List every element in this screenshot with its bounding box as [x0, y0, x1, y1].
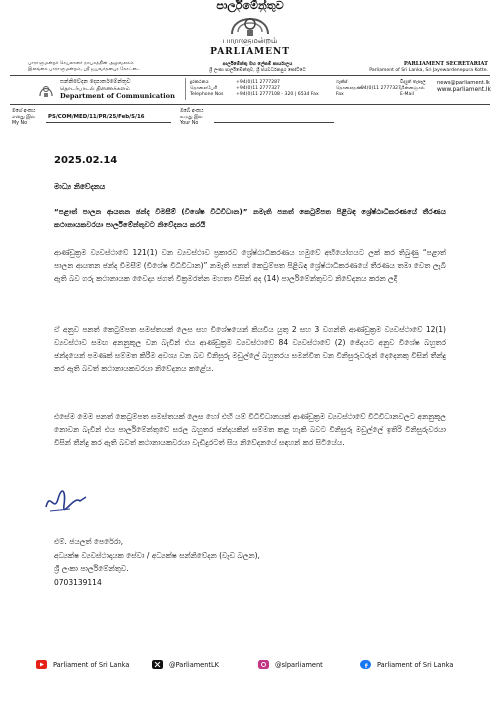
secretariat-si-line1: පාර්ලිමේන්තු මහ ලේකම් කාර්යාලය [222, 62, 293, 67]
signatory-block [54, 535, 444, 589]
paragraph-2: ඒ අනුව පනත් කෙටුම්පත සමස්තයක් ලෙස සහ විශේෂයෙන් කියවිය යුතු 2 සහ 3 වගන්ති ආණ්ඩුක්‍රම ව්‍යවස්ථාවේ 12(1) ව්‍යවස්ථාව සමඟ අනනුකූල වන බැවින් එය ආණ්ඩුක්‍රම ව්‍යවස්ථාවේ 84 ව්‍යවස්ථාවේ (2) ඡේදයට අනුව විශේෂ බහුතර ඡන්දයෙන් පමණක් සම්මත කිරීම අවශ්‍ය වන බව විනිසුරු මඩුල්ලේ බහුතරය සමන්විත වන විනිසුරුවරුන් දෙදෙනකු විසින් තීන්දු කර ඇති බවත් කථානායකවරයා නිවේදනය කළේය. [54, 325, 446, 373]
phone-label-si: දුරකථනය [190, 80, 209, 85]
youtube-icon [36, 660, 47, 669]
phone-labels [190, 80, 223, 98]
secretariat-tamil [28, 61, 198, 72]
phone-numbers [236, 80, 319, 98]
title-tamil: பாராளுமன்றம் [222, 36, 278, 45]
twitter-label: @ParliamentLK [169, 660, 219, 669]
footer-twitter[interactable] [152, 660, 219, 669]
phone-label-ta: தொலைபேசி [190, 86, 218, 91]
my-no-underline [46, 122, 171, 123]
email-label-ta: மின்னஞ்சல் [400, 86, 425, 91]
email-web [437, 80, 491, 94]
footer-facebook[interactable] [360, 660, 453, 669]
secretariat-en-line1: PARLIAMENT SECRETARIAT [403, 61, 488, 67]
phone-label-en: Telephone Nos [190, 92, 224, 97]
facebook-label: Parliament of Sri Lanka [377, 660, 454, 669]
signature-icon [40, 485, 90, 517]
phone-1: +94(0)11 2777287 [236, 80, 280, 85]
email-label-si: විද්‍යුත් තැපෑල [400, 80, 426, 85]
email-label-en: E-Mail [400, 92, 414, 97]
secretariat-si-line2: ශ්‍රී ලංකා පාර්ලිමේන්තුව, ශ්‍රී ජයවර්ධනපුර කෝට්ටෙ [209, 67, 306, 73]
your-no-label [180, 109, 203, 126]
website-link[interactable]: www.parliament.lk [437, 87, 491, 93]
email-address[interactable]: news@parliament.lk [437, 80, 490, 86]
phone-3: +94(0)11 2777108 - 320 | 6534 Fax [236, 92, 319, 97]
my-no-value: PS/COM/MED/11/PR/25/Feb/S/16 [48, 114, 145, 120]
department-logo-icon [38, 80, 54, 98]
your-no-underline [214, 122, 334, 123]
contact-divider [10, 104, 490, 105]
facebook-icon [360, 660, 371, 669]
your-no-label-ta: உமது இல [180, 114, 203, 120]
your-no-label-en: Your No [180, 120, 199, 126]
phone-2: +94(0)11 2777327 [236, 86, 280, 91]
letter-subject: “පළාත් පාලන ආයතන ඡන්ද විමසීම් (විශේෂ විධිවිධාන)” නමැති පනත් කෙටුම්පත පිළිබඳ ශ්‍රේෂ්ඨාධිකරණයේ තීරණය කථානායකවරයා පාර්ලිමේන්තුවට නිවේදනය කරයි [54, 207, 446, 229]
signatory-org: ශ්‍රී ලංකා පාර්ලිමේන්තුව. [54, 564, 129, 573]
header-divider [10, 75, 490, 76]
footer-youtube[interactable] [36, 660, 129, 669]
x-twitter-icon [152, 660, 163, 669]
secretariat-en-line2: Parliament of Sri Lanka, Sri Jayewardenepura Kotte. [369, 67, 488, 73]
fax-label-ta: தொலைநகல் [336, 86, 363, 91]
secretariat-sinhala [200, 62, 315, 73]
department-name [60, 79, 180, 100]
release-label: මාධ්‍ය නිවේදනය [54, 182, 106, 191]
fax-number: +94(0)11 2777327 [357, 86, 401, 91]
paragraph-1: ආණ්ඩුක්‍රම ව්‍යවස්ථාවේ 121(1) වන ව්‍යවස්ථාව ප්‍රකාරව ශ්‍රේෂ්ඨාධිකරණය හමුවේ අභියෝගයට ලක් කර තිබුණු “පළාත් පාලන ආයතන ඡන්ද විමසීම් (විශේෂ විධිවිධාන)” නමැති පනත් කෙටුම්පත පිළිබඳ ශ්‍රේෂ්ඨාධිකරණයේ තීරණය තමා වෙත ලැබී ඇති බව ගරු කථානායක වෛද්‍ය ජගත් වික්‍රමරත්න මහතා විසින් අද (14) පාර්ලිමේන්තුවට නිවේදනය කරන ලදී [54, 248, 446, 283]
signatory-phone: 0703139114 [54, 577, 102, 587]
secretariat-english [318, 62, 488, 73]
paragraph-3: එසේම මෙම පනත් කෙටුම්පත සමස්තයක් ලෙස හෝ එහි යම් විධිවිධානයක් ආණ්ඩුක්‍රම ව්‍යවස්ථාවේ විධිවිධානවලට අනනුකූල නොවන බැවින් එය පාර්ලිමේන්තුවේ සරල බහුතර ඡන්දයකින් සම්මත කළ හැකි බවට විනිසුරු මඩුල්ලේ ඉතිරි විනිසුරුවරයා විසින් තීන්දු කර ඇති බවත් කථානායකවරයා වැඩිදුරටත් සිය නිවේදනයේ සඳහන් කර සිටියේය. [54, 412, 446, 447]
signatory-title: අධ්‍යක්ෂ ව්‍යවස්ථාදායක සේවා / අධ්‍යක්ෂ සන්නිවේදන (වැඩ බලන), [54, 550, 260, 560]
signatory-name: එම්. ජයලත් පෙරේරා, [54, 537, 124, 546]
department-si: සන්නිවේදන දෙපාර්තමේන්තුව [60, 79, 131, 85]
footer-instagram[interactable] [258, 660, 323, 669]
email-labels [400, 80, 426, 98]
fax-label-si: ෆැක්ස් [336, 80, 348, 85]
your-no-label-si: ඔබේ අංකය [180, 109, 204, 114]
my-no-label-si: මගේ අංකය [12, 109, 36, 114]
secretariat-ta-line2: இலங்கை பாராளுமன்றம், ஸ்ரீ ஜயவர்தனபுர கோட்டை [28, 66, 141, 72]
instagram-icon [258, 660, 269, 669]
title-sinhala: පාර්ලිමේන්තුව [216, 0, 284, 12]
my-no-label [12, 109, 35, 126]
divider-1 [185, 78, 186, 100]
department-en: Department of Communication [60, 92, 175, 100]
fax-label-en: Fax [336, 92, 344, 97]
instagram-label: @slparliament [275, 660, 323, 669]
title-english: PARLIAMENT [210, 47, 290, 57]
youtube-label: Parliament of Sri Lanka [53, 660, 130, 669]
my-no-label-en: My No [12, 120, 28, 126]
department-ta: தொடர்பாடல் திணைக்களம் [60, 86, 130, 92]
letter-date: 2025.02.14 [54, 155, 118, 166]
secretariat-ta-line1: பாராளுமன்றச் செயலாளர் நாயகத்தின் அலுவலகம் [28, 61, 134, 66]
my-no-label-ta: எனது இல [12, 114, 35, 120]
